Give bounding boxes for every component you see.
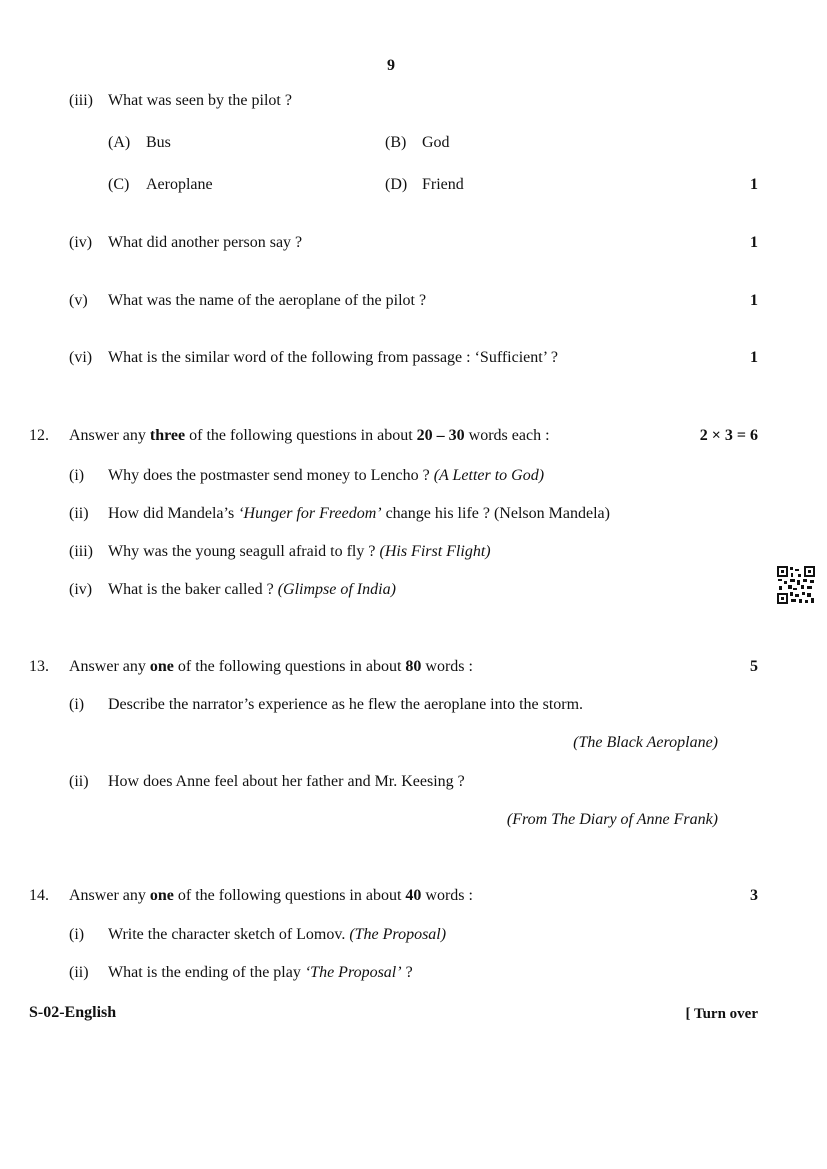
- q12-iv-number: (iv): [69, 581, 93, 598]
- q13-i-reference: (The Black Aeroplane): [573, 734, 718, 751]
- q13-instruction: Answer any one of the following questions in about 80 words :: [69, 658, 473, 675]
- q12-iv-text: What is the baker called ? (Glimpse of India): [108, 581, 396, 598]
- option-a-text: Bus: [146, 134, 171, 151]
- q11-vi-text: What is the similar word of the following from passage : ‘Sufficient’ ?: [108, 349, 558, 366]
- q14-ii-text: What is the ending of the play ‘The Proposal’ ?: [108, 964, 413, 981]
- q13-i-text: Describe the narrator’s experience as he flew the aeroplane into the storm.: [108, 696, 584, 713]
- q11-iii-marks: 1: [750, 176, 758, 193]
- q12-ii-number: (ii): [69, 505, 89, 522]
- q14-i-text: Write the character sketch of Lomov. (The Proposal): [108, 926, 447, 943]
- q13-marks: 5: [750, 658, 758, 675]
- q11-iv-number: (iv): [69, 234, 93, 251]
- q13-i-number: (i): [69, 696, 85, 713]
- q14-instruction: Answer any one of the following questions in about 40 words :: [69, 887, 473, 904]
- q14-marks: 3: [750, 887, 758, 904]
- option-c-text: Aeroplane: [146, 176, 213, 193]
- option-a-letter: (A): [108, 134, 131, 151]
- page-number: 9: [387, 57, 395, 74]
- q11-iii-number: (iii): [69, 92, 93, 109]
- q13-ii-reference: (From The Diary of Anne Frank): [506, 811, 718, 828]
- option-b-letter: (B): [385, 134, 407, 151]
- q13-number: 13.: [29, 658, 49, 675]
- q12-i-number: (i): [69, 467, 85, 484]
- q14-i-reference: (The Proposal): [349, 926, 447, 943]
- q11-iv-text: What did another person say ?: [108, 234, 303, 251]
- q11-vi-marks: 1: [750, 349, 758, 366]
- q11-v-number: (v): [69, 292, 88, 309]
- q13-ii-number: (ii): [69, 773, 89, 790]
- qr-code-icon: [776, 565, 816, 605]
- option-d-letter: (D): [385, 176, 408, 193]
- option-c-letter: (C): [108, 176, 130, 193]
- q12-ii-text: How did Mandela’s ‘Hunger for Freedom’ change his life ? (Nelson Mandela): [108, 505, 610, 522]
- q11-vi-number: (vi): [69, 349, 93, 366]
- q11-v-text: What was the name of the aeroplane of the pilot ?: [108, 292, 427, 309]
- q12-number: 12.: [29, 427, 49, 444]
- q11-v-marks: 1: [750, 292, 758, 309]
- q12-i-reference: (A Letter to God): [433, 467, 545, 484]
- q13-ii-text: How does Anne feel about her father and Mr. Keesing ?: [108, 773, 465, 790]
- option-b-text: God: [422, 134, 450, 151]
- q12-i-text: Why does the postmaster send money to Lencho ? (A Letter to God): [108, 467, 545, 484]
- q12-iii-number: (iii): [69, 543, 93, 560]
- q12-iii-text: Why was the young seagull afraid to fly ? (His First Flight): [108, 543, 491, 560]
- footer-paper-code: S-02-English: [29, 1004, 117, 1021]
- q11-iv-marks: 1: [750, 234, 758, 251]
- q12-marks: 2 × 3 = 6: [699, 427, 758, 444]
- q12-instruction: Answer any three of the following questions in about 20 – 30 words each :: [69, 427, 550, 444]
- footer-turn-over: [ Turn over: [685, 1006, 758, 1022]
- q12-iv-reference: (Glimpse of India): [277, 581, 396, 598]
- q14-ii-number: (ii): [69, 964, 89, 981]
- q12-iii-reference: (His First Flight): [379, 543, 491, 560]
- option-d-text: Friend: [422, 176, 464, 193]
- q14-i-number: (i): [69, 926, 85, 943]
- q14-ii-reference: ‘The Proposal’: [304, 964, 402, 981]
- q11-iii-text: What was seen by the pilot ?: [108, 92, 292, 109]
- q14-number: 14.: [29, 887, 49, 904]
